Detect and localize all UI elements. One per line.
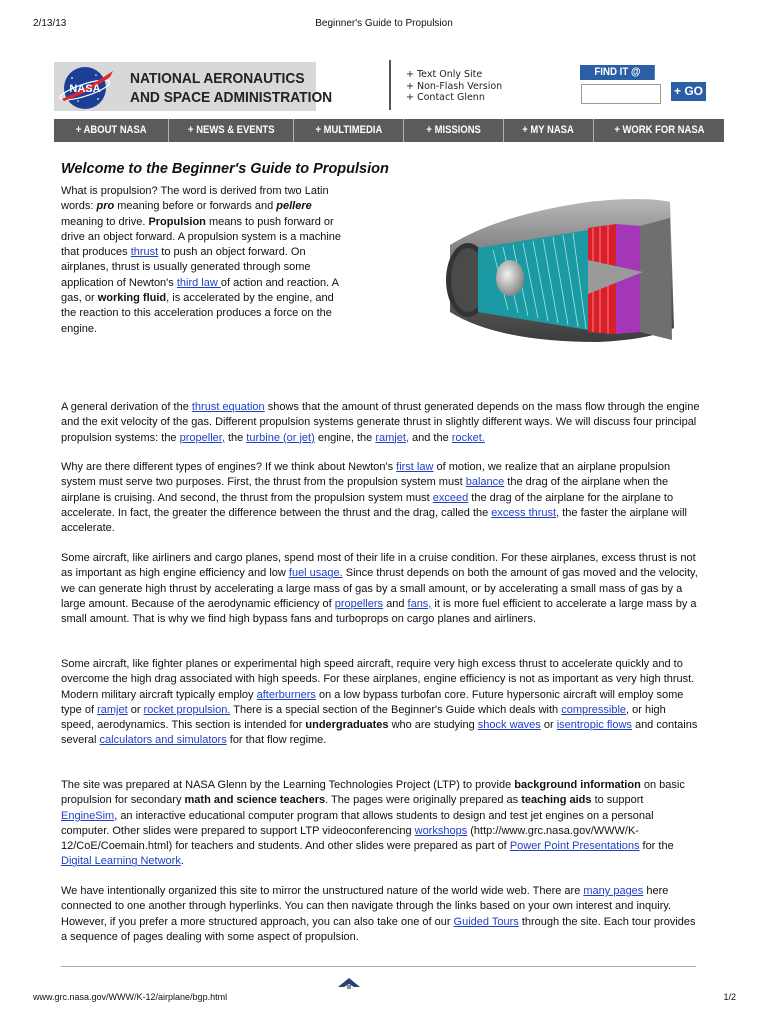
text: , is accelerated by the engine, and the reaction to this acceleration produces a force on the engine. — [61, 292, 334, 335]
term-teaching-aids: teaching aids — [521, 794, 592, 807]
nav-missions-label: + MISSIONS — [426, 124, 481, 136]
text: here connected to one another through hyperlinks. You can then navigate through the links based on your own interest and inquiry. However, if you prefer a more structured approach, you can also take one of our — [61, 885, 672, 928]
text: the drag of the airplane when the airplane is cruising. And second, the thrust from the propulsion system must — [61, 476, 669, 504]
text: for the — [639, 840, 674, 853]
page-title: Welcome to the Beginner's Guide to Propulsion — [61, 161, 389, 177]
agency-name-line1: NATIONAL AERONAUTICS — [130, 70, 305, 87]
print-date: 2/13/13 — [33, 18, 67, 29]
link-exceed[interactable]: exceed — [432, 491, 469, 504]
jet-engine-cutaway-icon[interactable] — [438, 190, 676, 355]
paragraph-cruise-aircraft — [61, 551, 701, 627]
print-header — [0, 18, 768, 34]
link-afterburners[interactable]: afterburners — [256, 688, 316, 701]
text: and contains several — [61, 719, 698, 747]
link-rocket-propulsion[interactable]: rocket propulsion. — [143, 703, 231, 716]
link-propeller[interactable]: propeller, — [179, 431, 225, 444]
link-fans[interactable]: fans, — [407, 597, 432, 610]
text: on basic propulsion for secondary — [61, 779, 685, 807]
text: Why are there different types of engines? If we think about Newton's — [61, 461, 397, 473]
search-input[interactable] — [581, 84, 661, 104]
text: it is more fuel efficient to accelerate a large mass by a small amount. That is why we find high bypass fans and turboprops on cargo planes and airliners. — [61, 597, 697, 626]
text: and the — [408, 431, 452, 444]
nav-missions[interactable] — [404, 119, 504, 142]
space-shuttle-icon — [336, 976, 362, 990]
svg-text:NASA: NASA — [69, 83, 101, 95]
text: of motion, we realize that an airplane propulsion system must serve two purposes. First, the thrust from the propulsion system must — [61, 461, 671, 489]
paragraph-thrust-equation — [61, 400, 701, 446]
text: through the site. Each tour provides a sequence of pages dealing with some aspect of propulsion. — [61, 915, 696, 943]
link-guided-tours[interactable]: Guided Tours — [453, 915, 519, 928]
text: There is a special section of the Beginner's Guide which deals with — [230, 703, 562, 716]
text: meaning to drive. — [61, 215, 149, 228]
link-many-pages[interactable]: many pages — [583, 885, 644, 897]
link-ramjet[interactable]: ramjet, — [375, 431, 409, 444]
term-math-science-teachers: math and science teachers — [184, 794, 326, 807]
text: means to push forward or drive an object forward. A propulsion system is a machine that produces — [61, 215, 342, 259]
find-it-at-nasa-label: FIND IT @ — [580, 65, 655, 80]
link-third-law[interactable]: third law — [176, 276, 221, 289]
term-working-fluid: working fluid — [97, 292, 167, 305]
text: the — [224, 431, 247, 444]
link-ramjet-2[interactable]: ramjet — [97, 703, 128, 716]
text: , an interactive educational computer program that allows students to design and test jet engines on a personal computer. Other slides were prepared to support LTP videoconferencing — [61, 809, 654, 837]
text: the drag of the airplane for the airplane to accelerate. In fact, the greater the difference between the thrust and the drag, called the — [61, 491, 674, 519]
link-excess-thrust[interactable]: excess thrust — [491, 506, 557, 519]
link-turbine[interactable]: turbine (or jet) — [246, 431, 315, 444]
text: . The pages were originally prepared as — [325, 794, 522, 807]
print-url: www.grc.nasa.gov/WWW/K-12/airplane/bgp.html — [33, 992, 228, 1002]
top-links — [406, 69, 502, 104]
link-rocket[interactable]: rocket. — [451, 431, 485, 444]
link-calculators-simulators[interactable]: calculators and simulators — [99, 734, 227, 747]
text: . — [180, 855, 184, 868]
footer-divider — [61, 966, 696, 967]
text: shows that the amount of thrust generated depends on the mass flow through the engine and the exit velocity of the gas. Different propulsion systems generate thrust in slightly different ways. We will discuss four principal propulsion systems: the — [61, 401, 700, 444]
nav-news-events-label: + NEWS & EVENTS — [187, 124, 275, 136]
link-digital-learning-network[interactable]: Digital Learning Network — [61, 855, 181, 868]
text: who are studying — [388, 719, 478, 732]
link-isentropic-flows[interactable]: isentropic flows — [556, 719, 632, 732]
non-flash-version-link[interactable]: + Non-Flash Version — [406, 80, 503, 92]
main-nav — [54, 119, 724, 142]
text: , the faster the airplane will accelerate. — [61, 506, 687, 535]
text: to push an object forward. On airplanes, thrust is usually generated through some application of Newton's — [61, 246, 311, 289]
nav-my-nasa[interactable] — [504, 119, 594, 142]
go-button[interactable]: + GO — [671, 82, 706, 101]
nav-my-nasa-label: + MY NASA — [522, 124, 575, 136]
text: Since thrust depends on both the amount of gas moved and the velocity, we can generate high thrust by accelerating a large mass of gas by a small amount, or by accelerating a small mass of gas by a large amount. Because of the aerodynamic efficiency of — [61, 567, 698, 610]
text: or — [540, 719, 557, 732]
text: of action and reaction. A gas, or — [61, 276, 339, 305]
text: or — [127, 703, 144, 716]
term-background-information: background information — [514, 779, 641, 791]
term-propulsion: Propulsion — [148, 215, 206, 228]
nasa-masthead[interactable] — [54, 62, 333, 111]
print-page-title: Beginner's Guide to Propulsion — [315, 18, 453, 29]
agency-name — [130, 69, 332, 107]
term-undergraduates: undergraduates — [305, 719, 389, 732]
nav-news-events[interactable] — [169, 119, 294, 142]
text: and — [383, 597, 408, 610]
nasa-logo-icon — [58, 63, 116, 111]
paragraph-fighter-aircraft — [61, 657, 701, 749]
text: Some aircraft, like fighter planes or experimental high speed aircraft, require very high excess thrust to accelerate quickly and to overcome the high drag associated with high speeds. For these airplanes, engine efficiency is not as important as very high thrust. Modern military aircraft typically employ — [61, 658, 695, 701]
text: (http://www.grc.nasa.gov/WWW/K-12/CoE/Coemain.html) for teachers and students. And other slides were prepared as part of — [61, 824, 639, 853]
intro-paragraph — [61, 184, 343, 337]
term-pro: pro — [96, 200, 115, 213]
text: to support — [591, 794, 644, 807]
link-workshops[interactable]: workshops — [414, 824, 468, 837]
text: Some aircraft, like airliners and cargo planes, spend most of their life in a cruise condition. For these airplanes, excess thrust is not as important as high engine efficiency and low — [61, 552, 696, 580]
link-power-point-presentations[interactable]: Power Point Presentations — [509, 840, 640, 853]
text-only-site-link[interactable]: + Text Only Site — [406, 69, 483, 80]
link-first-law[interactable]: first law — [396, 461, 434, 473]
nav-multimedia[interactable] — [294, 119, 404, 142]
text: What is propulsion? The word is derived from two Latin words: — [61, 185, 329, 213]
link-thrust-equation[interactable]: thrust equation — [191, 401, 265, 413]
link-propellers[interactable]: propellers — [334, 597, 384, 610]
link-enginesim[interactable]: EngineSim — [61, 809, 115, 822]
text: The site was prepared at NASA Glenn by the Learning Technologies Project (LTP) to provide — [61, 779, 515, 791]
contact-glenn-link[interactable]: + Contact Glenn — [406, 92, 485, 103]
print-footer — [0, 992, 768, 1006]
text: meaning before or forwards and — [114, 200, 277, 213]
paragraph-site-prepared — [61, 778, 701, 870]
link-balance[interactable]: balance — [465, 476, 505, 489]
link-compressible[interactable]: compressible — [561, 703, 627, 716]
paragraph-site-organization — [61, 884, 701, 945]
nav-work-for-nasa[interactable] — [594, 119, 724, 142]
text: engine, the — [314, 431, 376, 444]
nav-multimedia-label: + MULTIMEDIA — [315, 124, 382, 136]
link-fuel-usage[interactable]: fuel usage. — [288, 567, 343, 580]
nav-work-for-nasa-label: + WORK FOR NASA — [613, 124, 705, 136]
link-thrust[interactable]: thrust — [130, 246, 159, 259]
link-shock-waves[interactable]: shock waves — [477, 719, 541, 732]
term-pellere: pellere — [276, 200, 312, 213]
header-divider — [389, 60, 391, 110]
print-page-number: 1/2 — [723, 992, 736, 1002]
nav-about-nasa-label: + ABOUT NASA — [75, 124, 147, 136]
nav-about-nasa[interactable] — [54, 119, 169, 142]
text: We have intentionally organized this site to mirror the unstructured nature of the world wide web. There are — [61, 885, 584, 897]
agency-name-line2: AND SPACE ADMINISTRATION — [130, 89, 333, 106]
text: for that flow regime. — [226, 734, 327, 747]
text: A general derivation of the — [61, 401, 192, 413]
paragraph-engine-types — [61, 460, 701, 536]
text: on a low bypass turbofan core. Future hypersonic aircraft will employ some type of — [61, 688, 684, 716]
text: , or high speed, aerodynamics. This section is intended for — [61, 703, 666, 732]
